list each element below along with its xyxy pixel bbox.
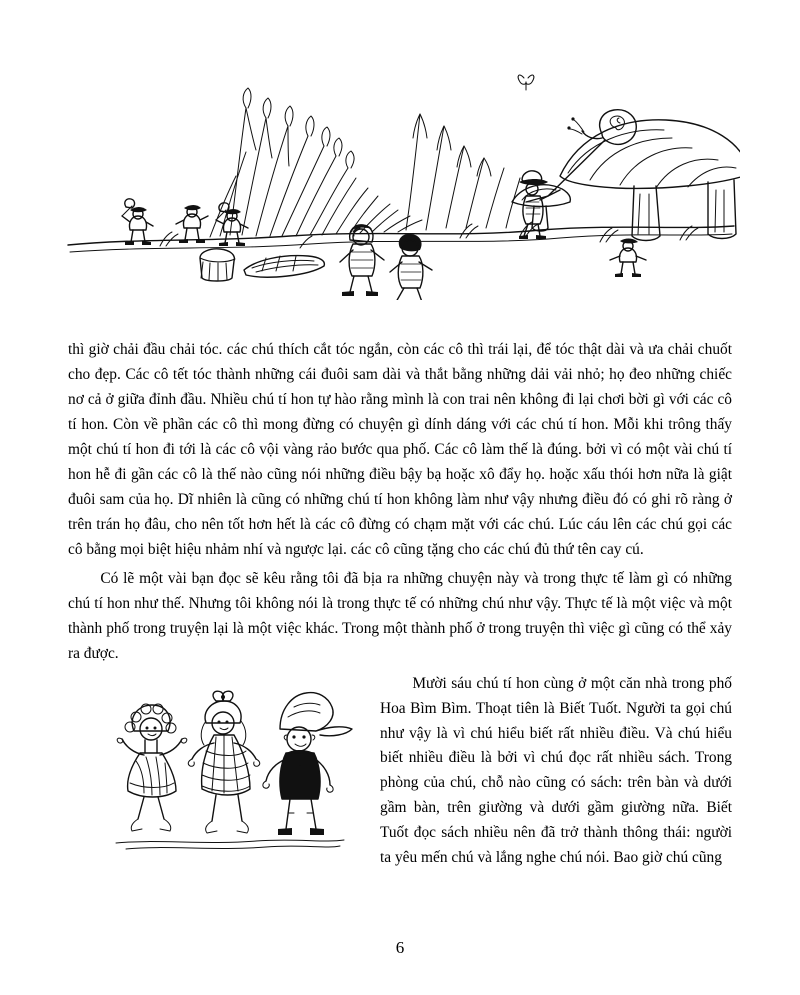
paragraph-3: Mười sáu chú tí hon cùng ở một căn nhà trong phố Hoa Bìm Bìm. Thoạt tiên là Biết Tuốt. Người ta gọi chú như vậy là vì chú hiểu biết rất nhiều điều. Và chú hiểu biết nhiều điều là bởi vì chú đọc rất nhiều sách. Trong phòng của chú, chỗ nào cũng có sách: trên bàn và dưới gầm bàn, trên giường và dưới gầm giường nữa. Biết Tuốt đọc sách nhiều nên đã trở thành thông thái: người ta yêu mến chú và lắng nghe chú nói. Bao giờ chú cũng xyxy=(380,674,732,867)
bottom-illustration xyxy=(66,673,366,879)
page-body-text xyxy=(68,338,732,879)
paragraph-2: Có lẽ một vài bạn đọc sẽ kêu rằng tôi đã bịa ra những chuyện này và trong thực tế làm gì có những chú tí hon như thế. Nhưng tôi không nói là trong thực tế có những chú như vậy. Thực tế là một việc và một thành phố trong truyện lại là một việc khác. Trong một thành phố ở trong truyện thì việc gì cũng có thể xảy ra được. xyxy=(68,570,732,663)
page-number: 6 xyxy=(395,938,405,957)
top-illustration xyxy=(60,30,740,300)
paragraph-1: thì giờ chải đầu chải tóc. các chú thích cắt tóc ngắn, còn các cô thì trái lại, để tóc thật dài và ưa chải chuốt cho đẹp. Các cô tết tóc thành những cái đuôi sam dài và thắt bằng những dải vải nhỏ; họ đeo những chiếc nơ cả ở giữa đỉnh đầu. Nhiều chú tí hon tự hào rằng mình là con trai nên không đi lại chơi bời gì với các cô tí hon. Còn về phần các cô thì mong đừng có chuyện gì dính dáng với các chú tí hon. Mỗi khi trông thấy một chú tí hon đi tới là các cô vội vàng rảo bước qua phố. Các cô làm thế là đúng. bởi vì có một vài chú tí hon hễ đi gần các cô là thế nào cũng nói những điều bậy bạ hoặc xô đẩy họ. hoặc xấu thói hơn nữa là giật đuôi sam của họ. Dĩ nhiên là cũng có những chú tí hon không làm như vậy nhưng điều đó có ghi rõ ràng ở trên trán họ đâu, cho nên tốt hơn hết là các cô đừng có chạm mặt với các chú. Lúc cáu lên các chú gọi các cô bằng mọi biệt hiệu nhảm nhí và ngược lại. các cô cũng tặng cho các chú đủ thứ tên cay cú. xyxy=(68,341,732,558)
